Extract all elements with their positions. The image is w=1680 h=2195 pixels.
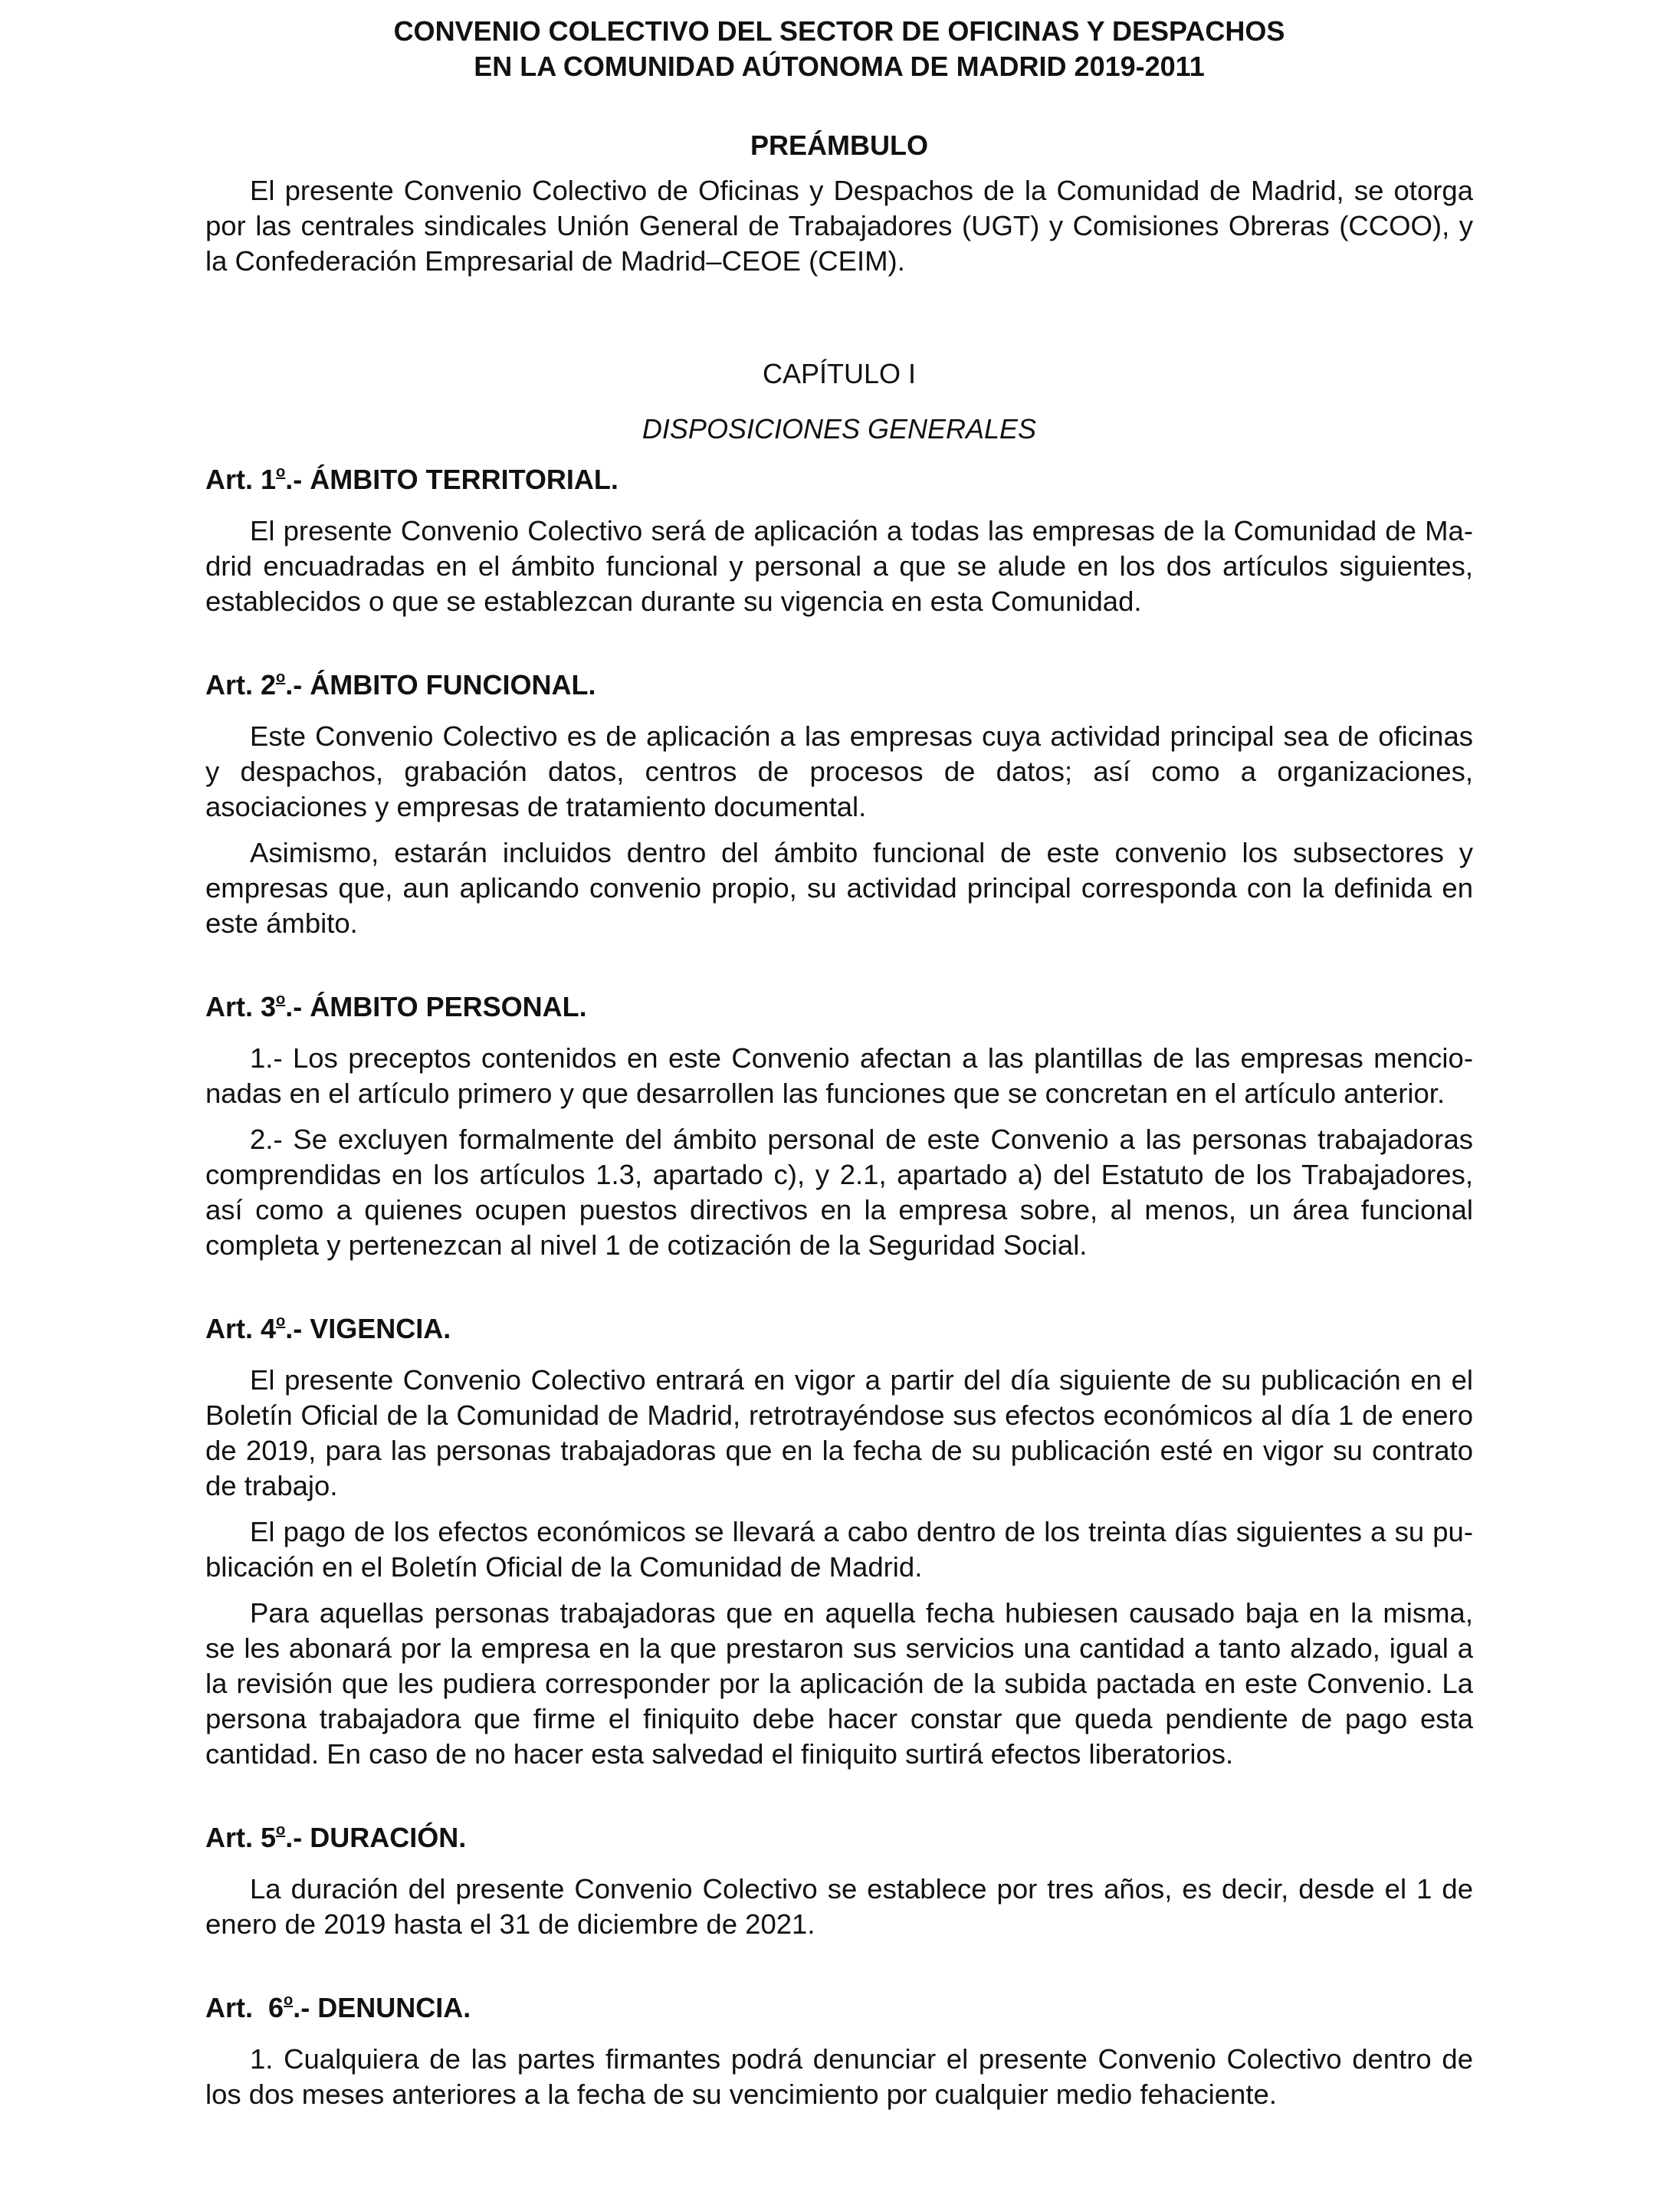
article-title: .- ÁMBITO FUNCIONAL.	[285, 669, 596, 700]
article-number: Art. 4	[205, 1313, 277, 1344]
document-title-line-2: EN LA COMUNIDAD AÚTONOMA DE MADRID 2019-2011	[474, 51, 1205, 82]
article-heading	[205, 463, 1473, 497]
article-number: Art. 2	[205, 669, 277, 700]
ordinal-mark: o	[284, 1992, 294, 2009]
article-title: .- DURACIÓN.	[285, 1822, 467, 1853]
article-paragraph: 1. Cualquiera de las partes firmantes podrá denunciar el presente Convenio Colectivo dentro de los dos meses anteriores a la fecha de su vencimiento por cualquier medio fehaciente.	[205, 2043, 1473, 2110]
article-paragraph: 1.- Los preceptos contenidos en este Convenio afectan a las plantillas de las empresas mencionadas en el artículo primero y que desarrollen las funciones que se concretan en el artículo anterior.	[205, 1042, 1473, 1109]
article-number: Art. 5	[205, 1822, 277, 1853]
ordinal-mark: o	[276, 464, 286, 481]
article-heading	[205, 1312, 1473, 1346]
article-heading	[205, 1821, 1473, 1855]
article-3	[205, 990, 1473, 1263]
article-2	[205, 668, 1473, 941]
article-paragraph: Para aquellas personas trabajadoras que en aquella fecha hubiesen causado baja en la misma, se les abonará por la empresa en la que prestaron sus servicios una cantidad a tanto alzado, igual a la revisión que les pudiera corresponder por la aplicación de la subida pactada en este Convenio. La persona trabajadora que firme el finiquito debe hacer constar que queda pendiente de pago esta cantidad. En caso de no hacer esta salvedad el finiquito surtirá efectos liberatorios.	[205, 1597, 1473, 1770]
article-title: .- ÁMBITO TERRITORIAL.	[285, 464, 619, 495]
article-heading	[205, 668, 1473, 702]
article-paragraph: La duración del presente Convenio Colectivo se establece por tres años, es decir, desde el 1 de enero de 2019 hasta el 31 de diciembre de 2021.	[205, 1873, 1473, 1940]
preamble-paragraph: El presente Convenio Colectivo de Oficinas y Despachos de la Comunidad de Madrid, se otorga por las centrales sindicales Unión General de Trabajadores (UGT) y Comisiones Obreras (CCOO), y la Confederación Empresarial de Madrid–CEOE (CEIM).	[205, 175, 1473, 277]
article-paragraph: 2.- Se excluyen formalmente del ámbito personal de este Convenio a las personas trabajadoras comprendidas en los artículos 1.3, apartado c), y 2.1, apartado a) del Estatuto de los Trabajadores, así como a quienes ocupen puestos directivos en la empresa sobre, al menos, un área funcional completa y pertenezcan al nivel 1 de cotización de la Seguridad Social.	[205, 1124, 1473, 1261]
article-paragraph: El presente Convenio Colectivo será de aplicación a todas las empresas de la Comunidad de Madrid encuadradas en el ámbito funcional y personal a que se alude en los dos artículos siguientes, establecidos o que se establezcan durante su vigencia en esta Comunidad.	[205, 515, 1473, 617]
ordinal-mark: o	[276, 1822, 286, 1839]
chapter-title: DISPOSICIONES GENERALES	[641, 413, 1037, 445]
article-1	[205, 463, 1473, 619]
chapter-number: CAPÍTULO I	[762, 358, 917, 389]
document-title-line-1: CONVENIO COLECTIVO DEL SECTOR DE OFICINAS Y DESPACHOS	[393, 15, 1285, 47]
article-paragraph: El presente Convenio Colectivo entrará en vigor a partir del día siguiente de su publicación en el Boletín Oficial de la Comunidad de Madrid, retrotrayéndose sus efectos económicos al día 1 de enero de 2019, para las personas trabajadoras que en la fecha de su publicación esté en vigor su contrato de trabajo.	[205, 1364, 1473, 1501]
article-number: Art. 3	[205, 991, 277, 1022]
ordinal-mark: o	[276, 669, 286, 686]
document-page	[205, 14, 1473, 2123]
article-5	[205, 1821, 1473, 1942]
article-paragraph: Asimismo, estarán incluidos dentro del ámbito funcional de este convenio los subsectores y empresas que, aun aplicando convenio propio, su actividad principal corresponda con la definida en este ámbito.	[205, 837, 1473, 939]
article-paragraph: El pago de los efectos económicos se llevará a cabo dentro de los treinta días siguientes a su publicación en el Boletín Oficial de la Comunidad de Madrid.	[205, 1516, 1473, 1583]
document-title	[205, 14, 1473, 84]
article-4	[205, 1312, 1473, 1772]
article-number: Art. 6	[205, 1992, 284, 2023]
ordinal-mark: o	[276, 991, 286, 1008]
article-heading	[205, 990, 1473, 1024]
article-heading	[205, 1991, 1473, 2025]
article-title: .- DENUNCIA.	[293, 1992, 471, 2023]
article-title: .- ÁMBITO PERSONAL.	[285, 991, 587, 1022]
article-number: Art. 1	[205, 464, 277, 495]
article-paragraph: Este Convenio Colectivo es de aplicación a las empresas cuya actividad principal sea de oficinas y despachos, grabación datos, centros de procesos de datos; así como a organizaciones, asociaciones y empresas de tratamiento documental.	[205, 720, 1473, 822]
article-6	[205, 1991, 1473, 2112]
preamble-heading: PREÁMBULO	[750, 130, 928, 161]
article-title: .- VIGENCIA.	[285, 1313, 451, 1344]
ordinal-mark: o	[276, 1313, 286, 1330]
